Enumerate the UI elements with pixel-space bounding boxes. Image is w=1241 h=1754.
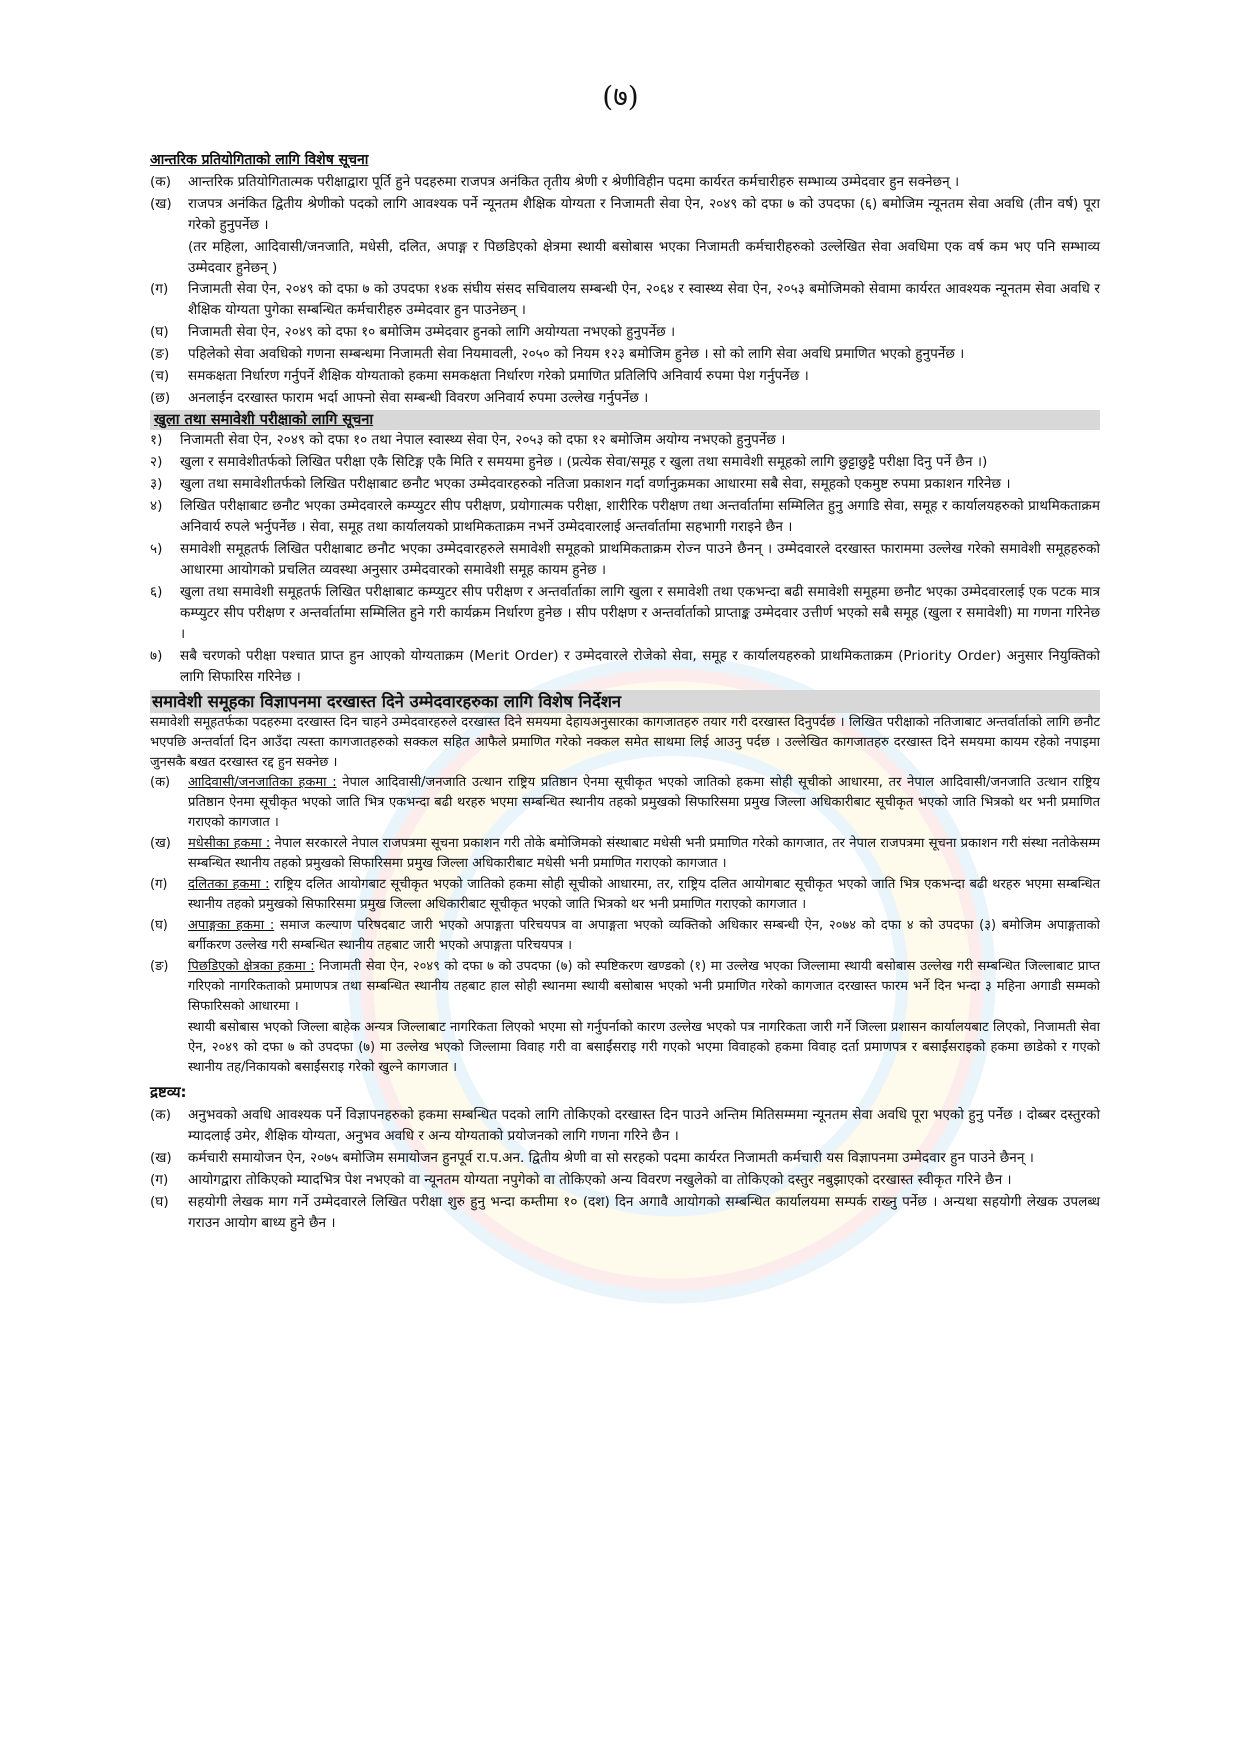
list-item (150, 1170, 1100, 1191)
list-item (150, 366, 1100, 387)
item-marker: (घ) (150, 1194, 169, 1210)
item-text: समावेशी समूहतर्फ लिखित परीक्षाबाट छनौट भएका उम्मेदवारहरुले समावेशी समूहको प्राथमिकताक्रम रोज्न पाउने छैनन् । उम्मेदवारले दरखास्त फाराममा उल्लेख गरेको समावेशी समूहहरुको आधारमा आयोगको प्रचलित व्यवस्था अनुसार उम्मेदवारको समावेशी समूह कायम हुनेछ । (180, 541, 1100, 578)
notes-title: द्रष्टव्य: (150, 1083, 187, 1101)
item-text: नेपाल आदिवासी/जनजाति उत्थान राष्ट्रिय प्रतिष्ठान ऐनमा सूचीकृत भएको जातिको हकमा सोही सूचीको आधारमा, तर नेपाल आदिवासी/जनजाति उत्थान राष्ट्रिय प्रतिष्ठान ऐनमा सूचीकृत भएको जाति भित्र एकभन्दा बढी थरहरु भएमा सम्बन्धित स्थानीय तहको प्रमुखको सिफारिसमा प्रमुख जिल्ला अधिकारीबाट सूचीकृत भएको जाति भित्रको थर भनी प्रमाणित गराएको कागजात । (188, 775, 1100, 830)
list-item (150, 875, 1100, 915)
item-label: अपाङ्गका हकमा : (188, 918, 275, 933)
item-text: कर्मचारी समायोजन ऐन, २०७५ बमोजिम समायोजन हुनपूर्व रा.प.अन. द्वितीय श्रेणी वा सो सरहको पदमा कार्यरत निजामती कर्मचारी यस विज्ञापनमा उम्मेदवार हुन पाउने छैनन् । (188, 1150, 1034, 1166)
item-text: समाज कल्याण परिषदबाट जारी भएको अपाङ्गता परिचयपत्र वा अपाङ्गता भएको व्यक्तिको अधिकार सम्बन्धी ऐन, २०७४ को दफा ४ को उपदफा (३) बमोजिम अपाङ्गताको बर्गीकरण उल्लेख गरी सम्बन्धित स्थानीय तहबाट जारी भएको अपाङ्गता परिचयपत्र । (188, 918, 1101, 953)
item-text: पहिलेको सेवा अवधिको गणना सम्बन्धमा निजामती सेवा नियमावली, २०५० को नियम १२३ बमोजिम हुनेछ । सो को लागि सेवा अवधि प्रमाणित भएको हुनुपर्नेछ । (188, 346, 965, 362)
list-item (150, 194, 1100, 236)
list-item (150, 172, 1100, 193)
notes-list (150, 1105, 1100, 1234)
section1-list (150, 172, 1100, 409)
section3-title: समावेशी समूहका विज्ञापनमा दरखास्त दिने उम्मेदवारहरुका लागि विशेष निर्देशन (150, 690, 1100, 713)
list-item (150, 474, 1100, 495)
item-marker: (च) (150, 368, 170, 384)
item-text: निजामती सेवा ऐन, २०४९ को दफा ७ को उपदफा १४क संघीय संसद सचिवालय सम्बन्धी ऐन, २०६४ र स्वास्थ्य सेवा ऐन, २०५३ बमोजिमको सेवामा कार्यरत आवश्यक न्यूनतम सेवा अवधि र शैक्षिक योग्यता पुगेका सम्बन्धित कर्मचारीहरु उम्मेदवार हुन पाउनेछन् । (188, 281, 1100, 318)
item-marker: ६) (150, 584, 163, 600)
item-marker: (ख) (150, 196, 172, 212)
item-label: आदिवासी/जनजातिका हकमा : (188, 775, 337, 790)
list-item (150, 496, 1100, 538)
item-extra: (तर महिला, आदिवासी/जनजाति, मधेसी, दलित, अपाङ्ग र पिछडिएको क्षेत्रमा स्थायी बसोबास भएका निजामती कर्मचारीहरुको उल्लेखित सेवा अवधिमा एक वर्ष कम भए पनि सम्भाव्य उम्मेदवार हुनेछन् ) (188, 239, 1100, 276)
item-marker: (क) (150, 775, 171, 790)
list-item (150, 916, 1100, 956)
item-marker: ४) (150, 498, 163, 514)
section1-title: आन्तरिक प्रतियोगिताको लागि विशेष सूचना (150, 152, 369, 168)
item-marker: (ख) (150, 836, 171, 851)
item-marker: (ग) (150, 1172, 169, 1188)
item-text: आन्तरिक प्रतियोगितात्मक परीक्षाद्वारा पूर्ति हुने पदहरुमा राजपत्र अनंकित तृतीय श्रेणी र श्रेणीविहीन पदमा कार्यरत कर्मचारीहरु सम्भाव्य उम्मेदवार हुन सक्नेछन् । (188, 174, 960, 190)
list-item (150, 279, 1100, 321)
item-extra: स्थायी बसोबास भएको जिल्ला बाहेक अन्यत्र जिल्लाबाट नागरिकता लिएको भएमा सो गर्नुपर्नाको कारण उल्लेख भएको पत्र नागरिकता जारी गर्ने जिल्ला प्रशासन कार्यालयबाट लिएको, निजामती सेवा ऐन, २०४९ को दफा ७ को उपदफा (७) मा उल्लेख भएको जिल्लामा विवाह गरी वा बसाईंसराइ गरी गएको भएमा विवाहको हकमा विवाह दर्ता प्रमाणपत्र र बसाईंसराइको हकमा छाडेको र गएको स्थानीय तह/निकायको बसाईंसराइ गरेको खुल्ने कागजात । (188, 1020, 1100, 1075)
list-item (150, 773, 1100, 833)
item-marker: (ग) (150, 281, 169, 297)
item-marker: २) (150, 454, 163, 470)
item-text: निजामती सेवा ऐन, २०४९ को दफा १० बमोजिम उम्मेदवार हुनको लागि अयोग्यता नभएको हुनुपर्नेछ । (188, 324, 676, 340)
list-item (150, 322, 1100, 343)
list-item (150, 430, 1100, 451)
section3-body (150, 713, 1100, 1078)
item-marker: (क) (150, 1107, 172, 1123)
item-text: अनलाईन दरखास्त फाराम भर्दा आफ्नो सेवा सम्बन्धी विवरण अनिवार्य रुपमा उल्लेख गर्नुपर्नेछ । (188, 390, 649, 406)
list-item (150, 1192, 1100, 1234)
item-text: सबै चरणको परीक्षा पश्चात प्राप्त हुन आएको योग्यताक्रम (Merit Order) र उम्मेदवारले रोजेको सेवा, समूह र कार्यालयहरुको प्राथमिकताक्रम (Priority Order) अनुसार नियुक्तिको लागि सिफारिस गरिनेछ । (180, 648, 1100, 685)
item-text: राष्ट्रिय दलित आयोगबाट सूचीकृत भएको जातिको हकमा सोही सूचीको आधारमा, तर, राष्ट्रिय दलित आयोगबाट सूचीकृत भएको जाति भित्र एकभन्दा बढी थरहरु भएमा सम्बन्धित स्थानीय तहको प्रमुखको सिफारिसमा प्रमुख जिल्ला अधिकारीबाट सूचीकृत भएको जाति भित्रको थर भनी प्रमाणित गराएको कागजात । (188, 877, 1100, 912)
list-item (150, 834, 1100, 874)
item-text: आयोगद्वारा तोकिएको म्यादभित्र पेश नभएको वा न्यूनतम योग्यता नपुगेको वा तोकिएको अन्य विवरण नखुलेको वा तोकिएको दस्तुर नबुझाएको दरखास्त स्वीकृत गरिने छैन । (188, 1172, 1012, 1188)
item-label: पिछडिएको क्षेत्रका हकमा : (188, 959, 315, 974)
item-text: निजामती सेवा ऐन, २०४९ को दफा ७ को उपदफा (७) को स्पष्टिकरण खण्डको (१) मा उल्लेख भएका जिल्लामा स्थायी बसोबास उल्लेख गरी सम्बन्धित जिल्लाबाट प्राप्त गरिएको नागरिकताको प्रमाणपत्र तथा सम्बन्धित स्थानीय तहबाट हाल सोही स्थानमा स्थायी बसोबास भएको भनी प्रमाणित गरेको कागजात दरखास्त फारम भर्ने दिन भन्दा ३ महिना अगाडी सम्मको सिफारिसको आधारमा । (188, 959, 1100, 1014)
item-marker: (छ) (150, 390, 171, 406)
list-item (150, 1105, 1100, 1147)
section2-title: खुला तथा समावेशी परीक्षाको लागि सूचना (150, 410, 1100, 430)
item-text: नेपाल सरकारले नेपाल राजपत्रमा सूचना प्रकाशन गरी तोके बमोजिमको संस्थाबाट मधेसी भनी प्रमाणित गरेको कागजात, तर नेपाल राजपत्रमा सूचना प्रकाशन गरी संस्था नतोकेसम्म सम्बन्धित स्थानीय तहको प्रमुखको सिफारिसमा प्रमुख जिल्ला अधिकारीबाट मधेसी भनी प्रमाणित गराएको कागजात । (188, 836, 1100, 871)
list-item (150, 539, 1100, 581)
item-marker: ७) (150, 648, 163, 664)
document-body (150, 150, 1100, 1235)
item-marker: ५) (150, 541, 163, 557)
item-text: खुला तथा समावेशी समूहतर्फ लिखित परीक्षाबाट कम्प्युटर सीप परीक्षण र अन्तर्वार्ताका लागि खुला र समावेशी तथा एकभन्दा बढी समावेशी समूहमा छनौट भएका उम्मेदवारलाई एक पटक मात्र कम्प्युटर सीप परीक्षण र अन्तर्वार्तामा सम्मिलित हुने गरी कार्यक्रम निर्धारण हुनेछ । सीप परीक्षण र अन्तर्वार्ताको प्राप्ताङ्क उम्मेदवार उत्तीर्ण भएको सबै समूह (खुला र समावेशी) मा गणना गरिनेछ । (180, 584, 1100, 642)
list-item (150, 957, 1100, 1017)
item-text: खुला र समावेशीतर्फको लिखित परीक्षा एकै सिटिङ्ग एकै मिति र समयमा हुनेछ । (प्रत्येक सेवा/समूह र खुला तथा समावेशी समूहको लागि छुट्टाछुट्टै परीक्षा दिनु पर्ने छैन ।) (180, 454, 988, 470)
item-text: लिखित परीक्षाबाट छनौट भएका उम्मेदवारले कम्प्युटर सीप परीक्षण, प्रयोगात्मक परीक्षा, शारीरिक परीक्षण तथा अन्तर्वार्तामा सम्मिलित हुनु अगाडि सेवा, समूह र कार्यालयहरुको प्राथमिकताक्रम अनिवार्य रुपले भर्नुपर्नेछ । सेवा, समूह तथा कार्यालयको प्राथमिकताक्रम नभर्ने उम्मेदवारलाई अन्तर्वार्तामा सहभागी गराइने छैन । (180, 498, 1100, 535)
list-item (150, 388, 1100, 409)
item-text: खुला तथा समावेशीतर्फको लिखित परीक्षाबाट छनौट भएका उम्मेदवारहरुको नतिजा प्रकाशन गर्दा वर्णानुक्रमका आधारमा सबै सेवा, समूहको एकमुष्ट रुपमा प्रकाशन गरिनेछ । (180, 476, 1011, 492)
item-marker: ३) (150, 476, 163, 492)
section3-intro: समावेशी समूहतर्फका पदहरुमा दरखास्त दिन चाहने उम्मेदवारहरुले दरखास्त दिने समयमा देहायअनुसारका कागजातहरु तयार गरी दरखास्त दिनुपर्दछ । लिखित परीक्षाको नतिजाबाट अन्तर्वार्ताको लागि छनौट भएपछि अन्तर्वार्ता दिन आउँदा त्यस्ता कागजातहरुको सक्कल सहित आफैले प्रमाणित गरेको नक्कल समेत साथमा लिई आउनु पर्दछ । उल्लेखित कागजातहरु दरखास्त दिने समयमा कायम रहेको नपाइमा जुनसकै बखत दरखास्त रद्द हुन सक्नेछ । (150, 715, 1100, 770)
item-text: राजपत्र अनंकित द्वितीय श्रेणीको पदको लागि आवश्यक पर्ने न्यूनतम शैक्षिक योग्यता र निजामती सेवा ऐन, २०४९ को दफा ७ को उपदफा (६) बमोजिम न्यूनतम सेवा अवधि (तीन वर्ष) पूरा गरेको हुनुपर्नेछ । (188, 196, 1100, 233)
page-number: (७) (602, 80, 639, 113)
list-item (150, 582, 1100, 645)
list-item (150, 646, 1100, 688)
list-item (150, 344, 1100, 365)
item-text: समकक्षता निर्धारण गर्नुपर्ने शैक्षिक योग्यताको हकमा समकक्षता निर्धारण गरेको प्रमाणित प्रतिलिपि अनिवार्य रुपमा पेश गर्नुपर्नेछ । (188, 368, 809, 384)
item-label: मधेसीका हकमा : (188, 836, 271, 851)
item-marker: (घ) (150, 918, 168, 933)
item-marker: (घ) (150, 324, 169, 340)
item-marker: (क) (150, 174, 172, 190)
item-marker: (ख) (150, 1150, 172, 1166)
item-text: सहयोगी लेखक माग गर्ने उम्मेदवारले लिखित परीक्षा शुरु हुनु भन्दा कम्तीमा १० (दश) दिन अगावै आयोगको सम्बन्धित कार्यालयमा सम्पर्क राख्नु पर्नेछ । अन्यथा सहयोगी लेखक उपलब्ध गराउन आयोग बाध्य हुने छैन । (188, 1194, 1100, 1231)
item-text: निजामती सेवा ऐन, २०४९ को दफा १० तथा नेपाल स्वास्थ्य सेवा ऐन, २०५३ को दफा १२ बमोजिम अयोग्य नभएको हुनुपर्नेछ । (180, 432, 786, 448)
item-marker: (ङ) (150, 346, 170, 362)
item-text: अनुभवको अवधि आवश्यक पर्ने विज्ञापनहरुको हकमा सम्बन्धित पदको लागि तोकिएको दरखास्त दिन पाउने अन्तिम मितिसम्ममा न्यूनतम सेवा अवधि पूरा भएको हुनु पर्नेछ । दोब्बर दस्तुरको म्यादलाई उमेर, शैक्षिक योग्यता, अनुभव अवधि र अन्य योग्यताको प्रयोजनको लागि गणना गरिने छैन । (188, 1107, 1100, 1144)
section2-list (150, 430, 1100, 688)
item-label: दलितका हकमा : (188, 877, 270, 892)
item-marker: (ग) (150, 877, 168, 892)
list-item (150, 1148, 1100, 1169)
item-marker: १) (150, 432, 163, 448)
list-item (150, 452, 1100, 473)
item-marker: (ङ) (150, 959, 169, 974)
